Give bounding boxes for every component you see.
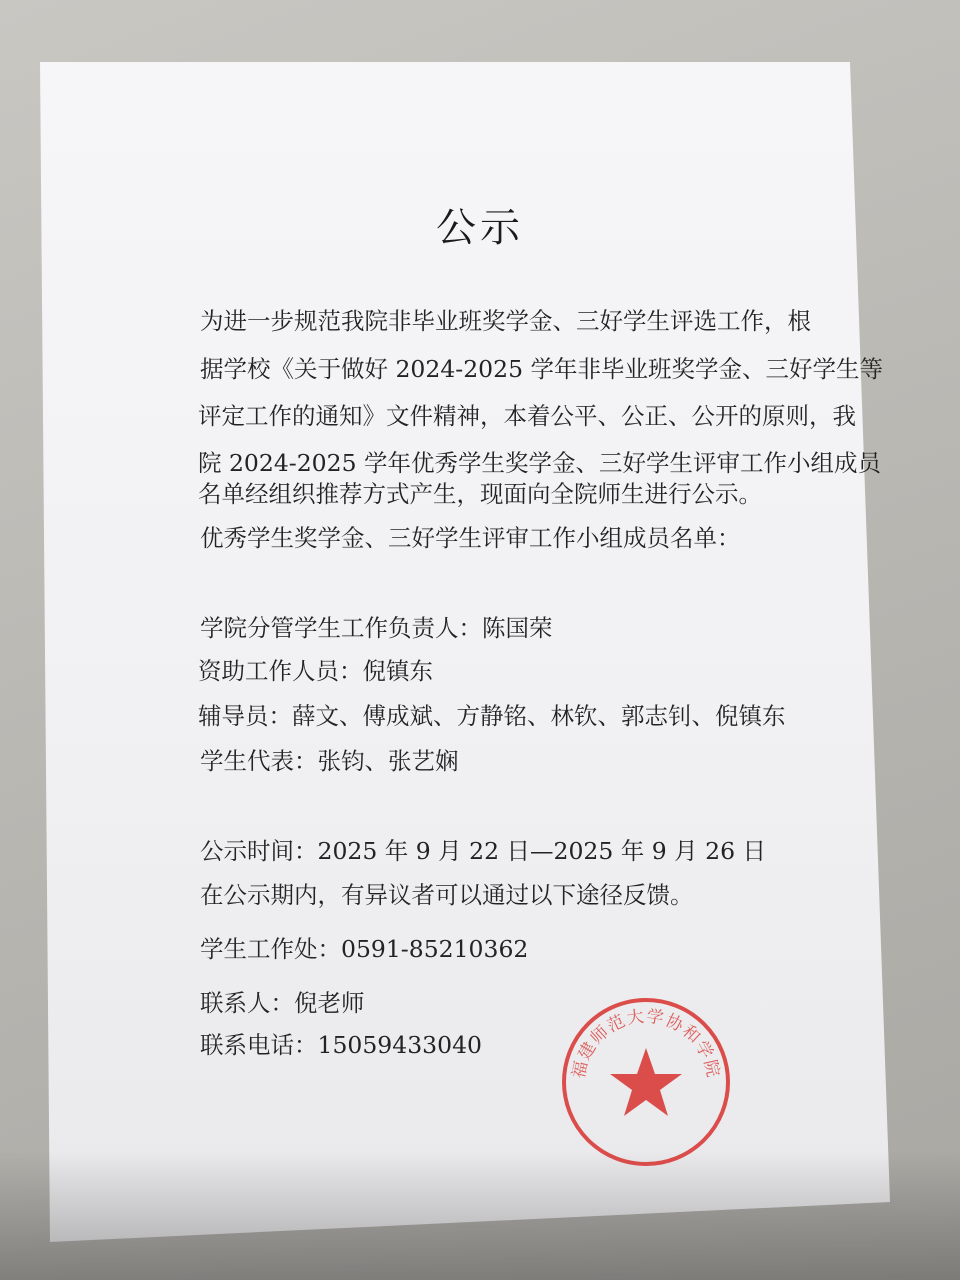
paragraph-line-5: 名单经组织推荐方式产生，现面向全院师生进行公示。 <box>198 480 762 508</box>
document-title: 公示 <box>436 205 524 251</box>
office-phone: 学生工作处：0591-85210362 <box>200 935 529 963</box>
contact-phone: 联系电话：15059433040 <box>200 1031 482 1059</box>
paragraph-line-4: 院 2024-2025 学年优秀学生奖学金、三好学生评审工作小组成员 <box>198 449 881 477</box>
paragraph-line-2: 据学校《关于做好 2024-2025 学年非毕业班奖学金、三好学生等 <box>200 355 883 383</box>
member-students: 学生代表：张钧、张艺娴 <box>200 747 459 775</box>
member-counselors: 辅导员：薛文、傅成斌、方静铭、林钦、郭志钊、倪镇东 <box>198 702 786 730</box>
seal-text: 福建师范大学协和学院 <box>568 1006 724 1081</box>
member-list-heading: 优秀学生奖学金、三好学生评审工作小组成员名单： <box>200 524 741 552</box>
member-head: 学院分管学生工作负责人：陈国荣 <box>200 614 553 642</box>
paragraph-line-1: 为进一步规范我院非毕业班奖学金、三好学生评选工作，根 <box>200 307 811 335</box>
feedback-note: 在公示期内，有异议者可以通过以下途径反馈。 <box>200 881 694 909</box>
paragraph-line-3: 评定工作的通知》文件精神，本着公平、公正、公开的原则，我 <box>198 402 856 430</box>
bottom-shadow <box>0 1150 960 1280</box>
notice-period: 公示时间：2025 年 9 月 22 日—2025 年 9 月 26 日 <box>200 837 767 865</box>
official-seal <box>558 994 734 1170</box>
contact-person: 联系人：倪老师 <box>200 989 365 1017</box>
member-aid-staff: 资助工作人员：倪镇东 <box>198 657 433 685</box>
